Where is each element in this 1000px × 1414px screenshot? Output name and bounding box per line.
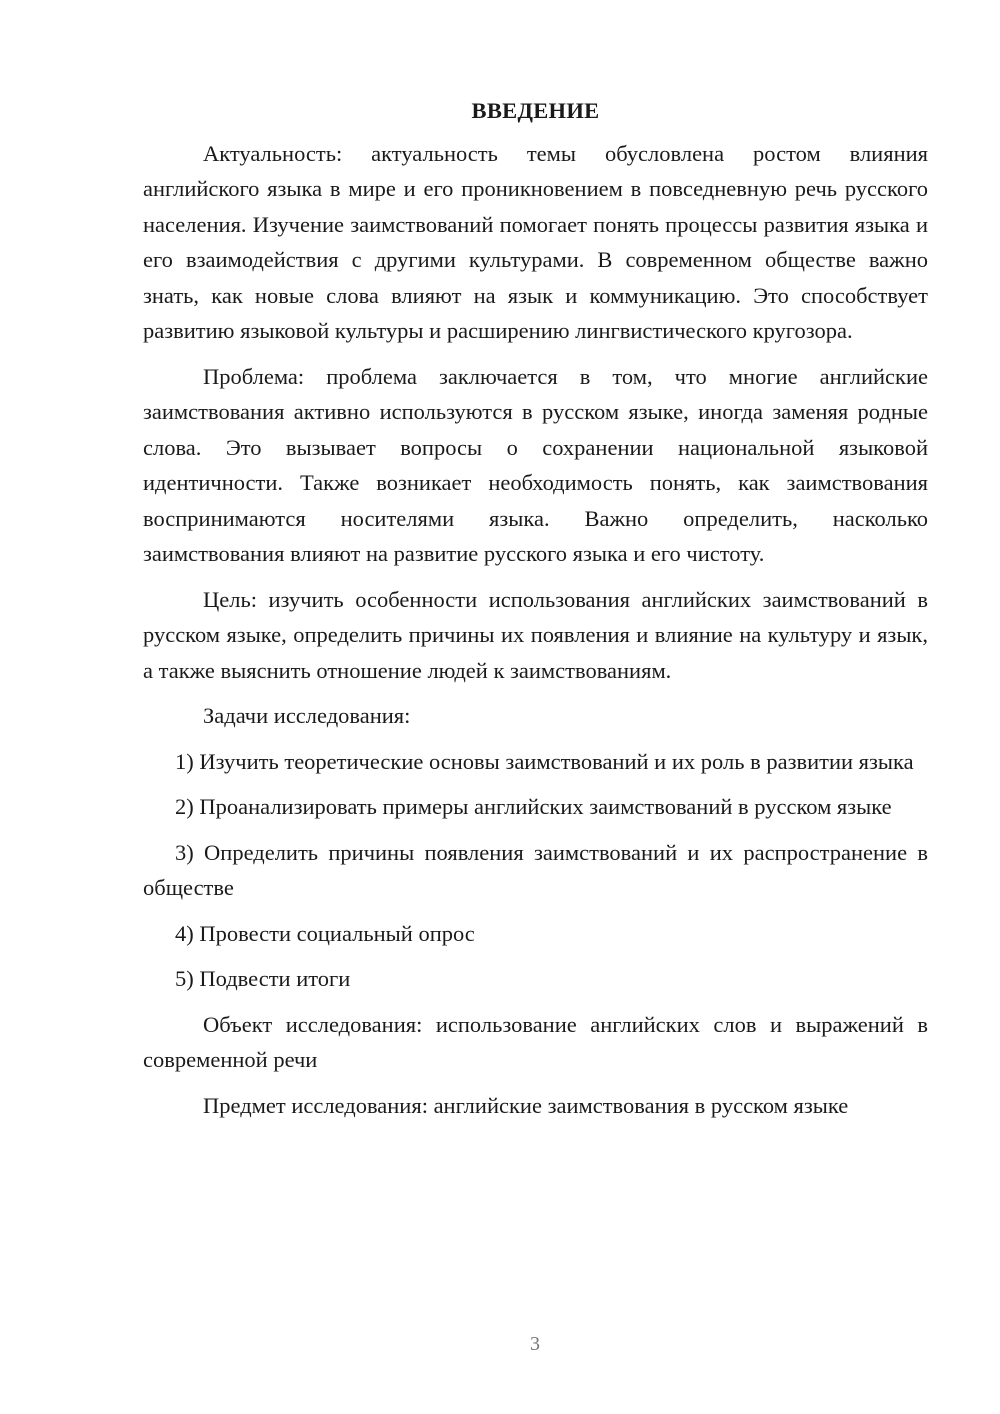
relevance-paragraph: Актуальность: актуальность темы обусловлена ростом влияния английского языка в мире и его проникновением в повседневную речь русского населения. Изучение заимствований помогает понять процессы развития языка и его взаимодействия с другими культурами. В современном обществе важно знать, как новые слова влияют на язык и коммуникацию. Это способствует развитию языковой культуры и расширению лингвистического кругозора. [143, 140, 928, 343]
tasks-heading: Задачи исследования: [203, 703, 411, 728]
problem-paragraph: Проблема: проблема заключается в том, что многие английские заимствования активно используются в русском языке, иногда заменяя родные слова. Это вызывает вопросы о сохранении национальной языковой идентичности. Также возникает необходимость понять, как заимствования воспринимаются носителями языка. Важно определить, насколько заимствования влияют на развитие русского языка и его чистоту. [143, 363, 928, 566]
object-paragraph: Объект исследования: использование английских слов и выражений в современной речи [143, 1011, 928, 1072]
task-item-5: 5) Подвести итоги [175, 966, 351, 991]
task-item-2: 2) Проанализировать примеры английских заимствований в русском языке [175, 794, 892, 819]
task-item-3: 3) Определить причины появления заимствований и их распространение в обществе [143, 839, 928, 900]
subject-paragraph: Предмет исследования: английские заимствования в русском языке [203, 1092, 849, 1118]
document-page [143, 93, 928, 1133]
task-item-1: 1) Изучить теоретические основы заимствований и их роль в развитии языка [175, 748, 914, 774]
goal-paragraph: Цель: изучить особенности использования английских заимствований в русском языке, определить причины их появления и влияние на культуру и язык, а также выяснить отношение людей к заимствованиям. [143, 586, 928, 683]
section-title: ВВЕДЕНИЕ [471, 98, 600, 123]
task-item-4: 4) Провести социальный опрос [175, 920, 475, 946]
page-number: 3 [530, 1333, 540, 1355]
